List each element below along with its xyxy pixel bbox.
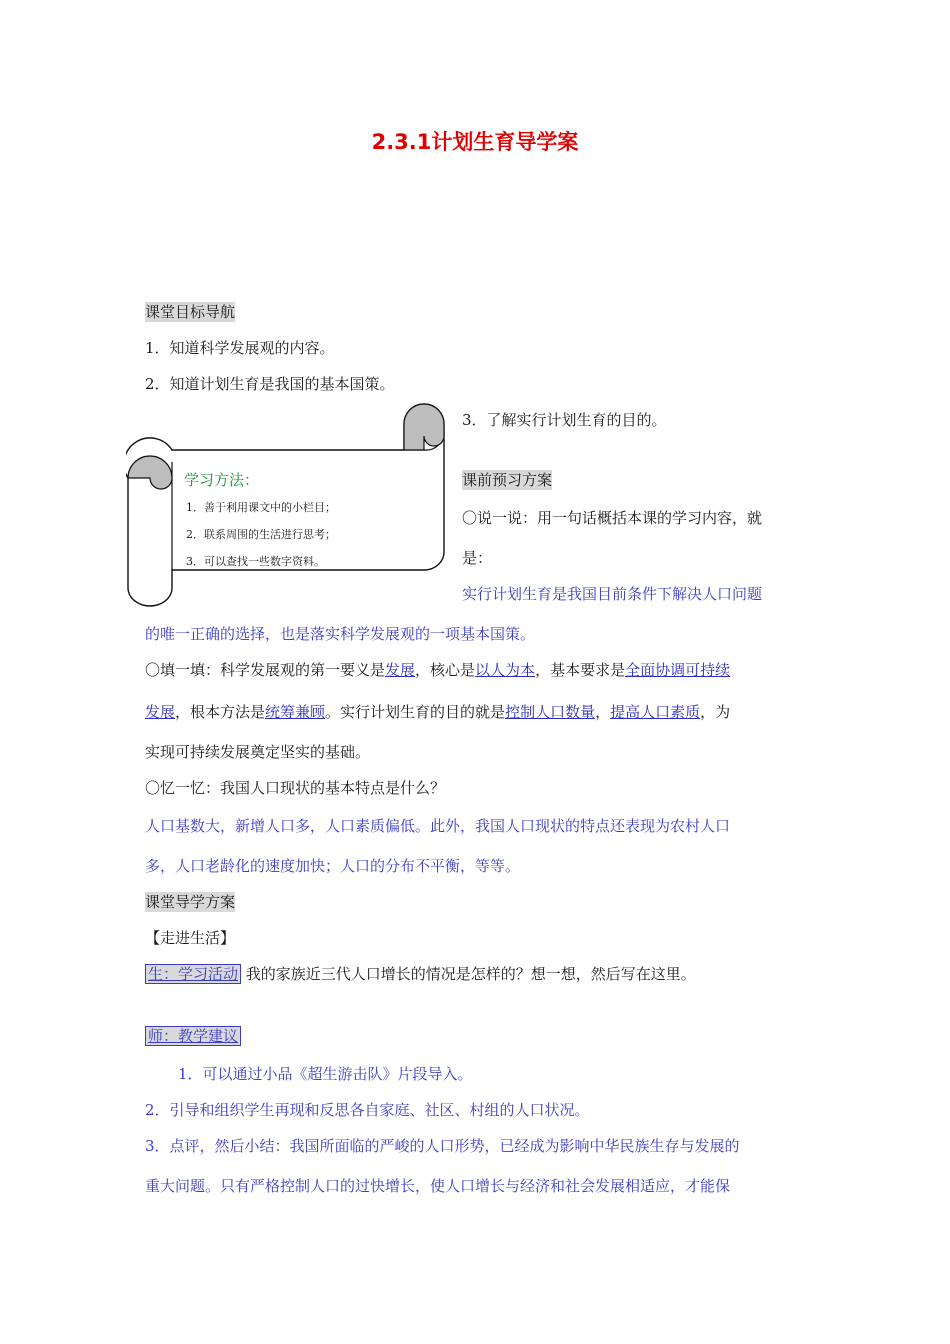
scroll-item-3: 3．可以查找一些数字资料。 — [186, 555, 325, 568]
goal-item-1: 1．知道科学发展观的内容。 — [145, 339, 335, 357]
scroll-item-1: 1．善于利用课文中的小栏目； — [186, 501, 336, 514]
bracket-label: 【走进生活】 — [145, 929, 236, 947]
say-line-2: 是： — [462, 549, 493, 567]
heading-class: 课堂导学方案 — [145, 893, 236, 911]
recall-answer-2: 多，人口老龄化的速度加快；人口的分布不平衡，等等。 — [145, 857, 521, 875]
fill-answer-4: 统筹兼顾 — [265, 703, 326, 721]
say-answer-1: 实行计划生育是我国目前条件下解决人口问题 — [462, 585, 763, 603]
fill-answer-2: 以人为本 — [475, 661, 536, 679]
student-line — [145, 964, 696, 984]
fill-answer-6: 提高人口素质 — [610, 703, 701, 721]
fill-answer-5: 控制人口数量 — [505, 703, 596, 721]
fill-answer-3a: 全面协调可持续 — [625, 661, 731, 679]
fill-answer-1: 发展 — [385, 661, 416, 679]
heading-goals: 课堂目标导航 — [145, 303, 236, 321]
teacher-item-3a: 3．点评，然后小结：我国所面临的严峻的人口形势，已经成为影响中华民族生存与发展的 — [145, 1137, 740, 1155]
page-title: 2.3.1计划生育导学案 — [371, 130, 579, 154]
recall-question: 〇忆一忆：我国人口现状的基本特点是什么？ — [145, 779, 446, 797]
fill-line-3: 实现可持续发展奠定坚实的基础。 — [145, 743, 371, 761]
goal-item-3: 3．了解实行计划生育的目的。 — [462, 411, 667, 429]
scroll-heading: 学习方法： — [184, 471, 260, 489]
fill-answer-3b: 发展 — [145, 703, 176, 721]
heading-preview: 课前预习方案 — [462, 471, 553, 489]
teacher-line — [145, 1026, 241, 1046]
student-tag: 生：学习活动 — [145, 964, 241, 984]
teacher-item-2: 2．引导和组织学生再现和反思各自家庭、社区、村组的人口状况。 — [145, 1101, 590, 1119]
teacher-item-3b: 重大问题。只有严格控制人口的过快增长，使人口增长与经济和社会发展相适应，才能保 — [145, 1177, 731, 1195]
scroll-item-2: 2．联系周围的生活进行思考； — [186, 528, 336, 541]
recall-answer-1: 人口基数大，新增人口多，人口素质偏低。此外，我国人口现状的特点还表现为农村人口 — [145, 817, 731, 835]
say-line-1: 〇说一说：用一句话概括本课的学习内容，就 — [462, 509, 763, 527]
fill-line-1: 〇填一填：科学发展观的第一要义是发展，核心是以人为本，基本要求是全面协调可持续 — [145, 661, 731, 679]
teacher-tag: 师：教学建议 — [145, 1026, 241, 1046]
teacher-item-1: 1．可以通过小品《超生游击队》片段导入。 — [178, 1065, 473, 1083]
goal-item-2: 2．知道计划生育是我国的基本国策。 — [145, 375, 395, 393]
fill-line-2: 发展，根本方法是统筹兼顾。实行计划生育的目的就是控制人口数量，提高人口素质，为 — [145, 703, 731, 721]
say-answer-2: 的唯一正确的选择，也是落实科学发展观的一项基本国策。 — [145, 625, 536, 643]
student-text: 我的家族近三代人口增长的情况是怎样的？想一想，然后写在这里。 — [245, 965, 696, 983]
